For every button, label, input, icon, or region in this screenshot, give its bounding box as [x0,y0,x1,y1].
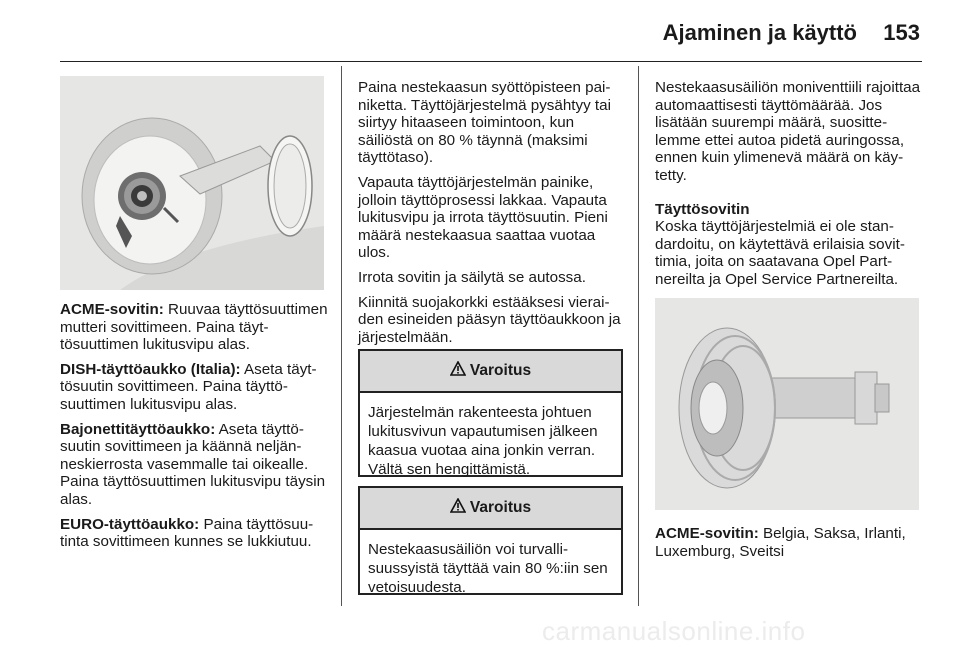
warning-text: Nestekaasusäiliön voi turvallisuussyistä täyttää vain 80 %:iin sen vetoisuudesta. [368,541,608,596]
column-1-text [60,301,328,558]
acme-adapter-illustration [655,298,919,510]
warning-text: Järjestelmän rakenteesta johtuen lukitusvivun vapautumisen jälkeen kaasua vuotaa aina jonkin verran. Vältä sen hengittämistä. [368,404,598,478]
paragraph-dish [60,361,328,414]
paragraph-acme [60,301,328,354]
header-rule [60,61,922,62]
warning-title: Varoitus [469,362,532,379]
paragraph-body: Koska täyttöjärjestelmiä ei ole standardoitu, on käytettävä erilaisia sovittimia, joita on saatavana Opel Partnereilta ja Opel Service Partnereilta. [655,218,905,288]
caption-paragraph [655,525,923,560]
paragraph: Kiinnitä suojakorkki estääksesi vieraiden esineiden pääsyn täyttöaukkoon ja järjestelmään. [358,293,621,346]
warning-header [360,488,621,530]
paragraph-bajonetti [60,421,328,509]
column-divider-1 [341,66,342,606]
column-divider-2 [638,66,639,606]
warning-title: Varoitus [469,499,532,516]
term-text: Aseta täyttösuutin sovittimeen. Paina täyttösuuttimen lukitusvipu alas. [60,360,317,413]
term-label: EURO-täyttöaukko: [60,515,200,533]
adapter-drawing [655,298,919,510]
caption-label: ACME-sovitin: [655,525,759,542]
warning-box-2 [358,486,623,595]
term-text: Ruuvaa täyttösuuttimen mutteri sovittimeen. Paina täyttösuuttimen lukitusvipu alas. [60,301,328,354]
warning-triangle-icon [450,498,466,518]
warning-triangle-icon [450,361,466,381]
warning-box-1 [358,349,623,477]
warning-header [360,351,621,393]
caption-text: Belgia, Saksa, Irlanti, Luxemburg, Sveitsi [655,525,906,560]
filler-flap-drawing [60,76,324,290]
header-title: Ajaminen ja käyttö [662,20,857,45]
term-label: DISH-täyttöaukko (Italia): [60,360,241,378]
column-2-text [358,79,624,353]
page-number: 153 [883,20,920,45]
paragraph: Irrota sovitin ja säilytä se autossa. [358,268,586,286]
column-3-text [655,79,923,296]
term-text: Aseta täyttösuutin sovittimeen ja käännä neljänneskierrosta vasemmalle tai oikealle. Paina täyttösuuttimen lukitusvipu täysin alas. [60,420,326,508]
term-label: Bajonettitäyttöaukko: [60,420,216,438]
filler-flap-illustration [60,76,324,290]
paragraph-euro [60,516,328,551]
watermark: carmanualsonline.info [542,616,806,646]
term-text: Paina täyttösuutinta sovittimeen kunnes se lukkiutuu. [60,515,314,551]
paragraph-intro: Nestekaasusäiliön moniventtiili rajoittaa automaattisesti täyttömäärää. Jos lisätään suurempi määrä, suosittelemme ettei autoa pidetä auringossa, ennen kuin ylimenevä määrä on käytetty. [655,79,921,184]
term-label: ACME-sovitin: [60,301,164,318]
section-heading: Täyttösovitin [655,200,750,218]
paragraph: Vapauta täyttöjärjestelmän painike, jolloin täyttöprosessi lakkaa. Vapauta lukitusvipu ja irrota täyttösuutin. Pieni määrä nestekaasua saattaa vuotaa ulos. [358,173,608,262]
paragraph: Paina nestekaasun syöttöpisteen painiketta. Täyttöjärjestelmä pysähtyy tai siirtyy hitaaseen toimintoon, kun säiliöstä on 80 % täynnä (maksimi täyttötaso). [358,79,611,167]
adapter-caption [655,525,923,567]
